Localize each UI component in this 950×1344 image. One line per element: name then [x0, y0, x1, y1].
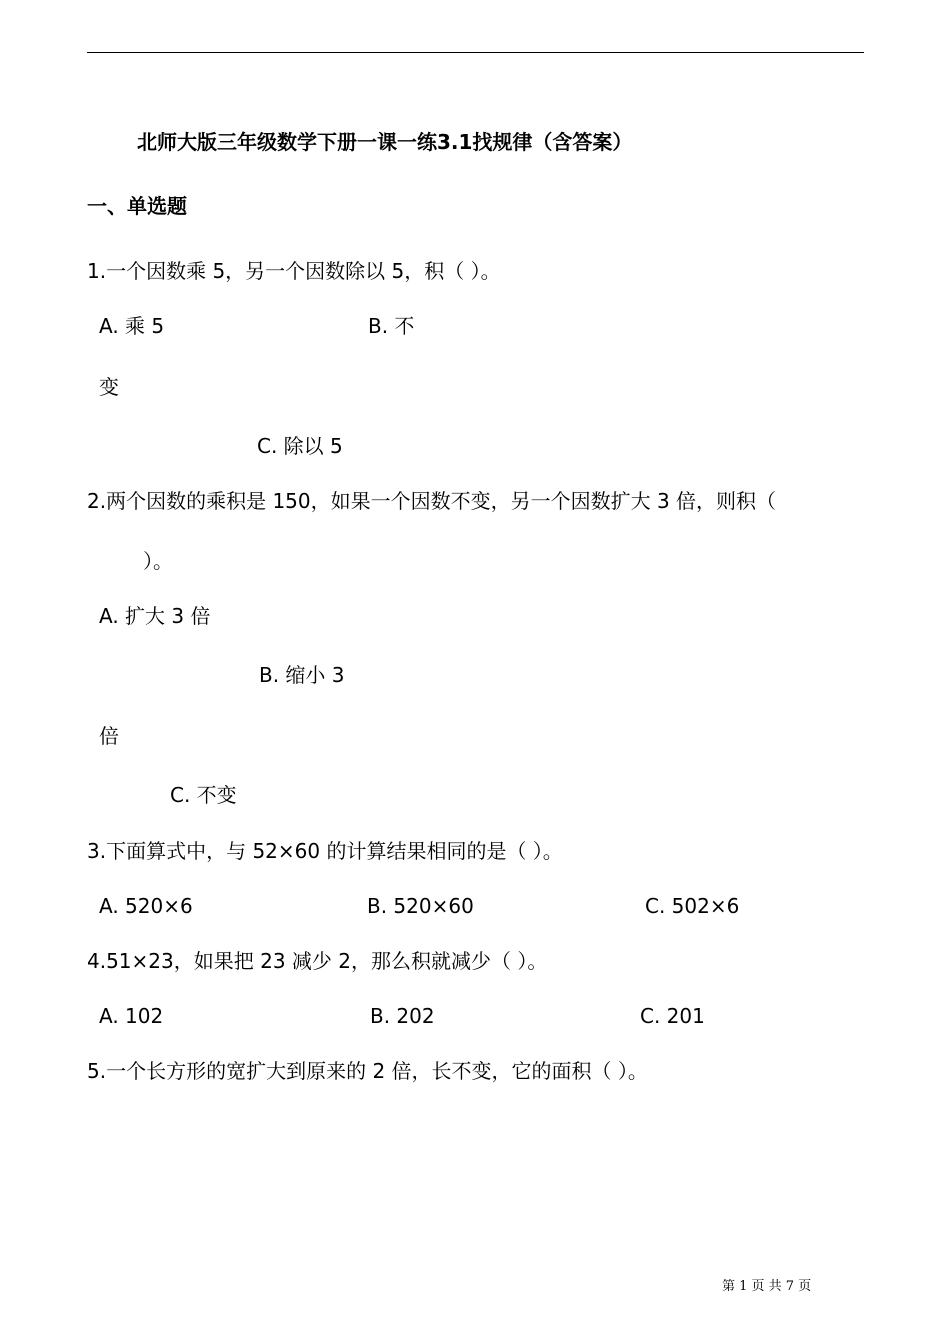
question-1-option-b: B. 不 — [368, 314, 415, 338]
question-2-option-c: C. 不变 — [170, 783, 237, 807]
document-title: 北师大版三年级数学下册一课一练3.1找规律（含答案） — [137, 130, 633, 154]
header-rule — [87, 52, 864, 53]
question-2-stem-line1: 2.两个因数的乘积是 150，如果一个因数不变，另一个因数扩大 3 倍，则积（ — [87, 489, 777, 513]
question-2-stem-line2: ）。 — [143, 549, 173, 573]
question-4-option-b: B. 202 — [370, 1004, 435, 1028]
question-4-option-c: C. 201 — [640, 1004, 705, 1028]
section-heading: 一、单选题 — [87, 194, 187, 218]
question-3-option-b: B. 520×60 — [367, 894, 474, 918]
question-1-option-b-cont: 变 — [99, 375, 119, 399]
question-3-option-c: C. 502×6 — [645, 894, 740, 918]
question-2-option-b-cont: 倍 — [99, 724, 119, 748]
question-1-stem: 1.一个因数乘 5，另一个因数除以 5，积（ ）。 — [87, 259, 501, 283]
question-1-option-c: C. 除以 5 — [257, 434, 343, 458]
question-3-option-a: A. 520×6 — [99, 894, 193, 918]
question-4-option-a: A. 102 — [99, 1004, 164, 1028]
question-2-option-a: A. 扩大 3 倍 — [99, 604, 211, 628]
question-1-option-a: A. 乘 5 — [99, 314, 165, 338]
page-footer: 第 1 页 共 7 页 — [722, 1279, 812, 1294]
question-2-option-b: B. 缩小 3 — [259, 663, 345, 687]
question-4-stem: 4.51×23，如果把 23 减少 2，那么积就减少（ ）。 — [87, 949, 548, 973]
question-3-stem: 3.下面算式中，与 52×60 的计算结果相同的是（ ）。 — [87, 839, 563, 863]
question-5-stem: 5.一个长方形的宽扩大到原来的 2 倍，长不变，它的面积（ ）。 — [87, 1059, 648, 1083]
